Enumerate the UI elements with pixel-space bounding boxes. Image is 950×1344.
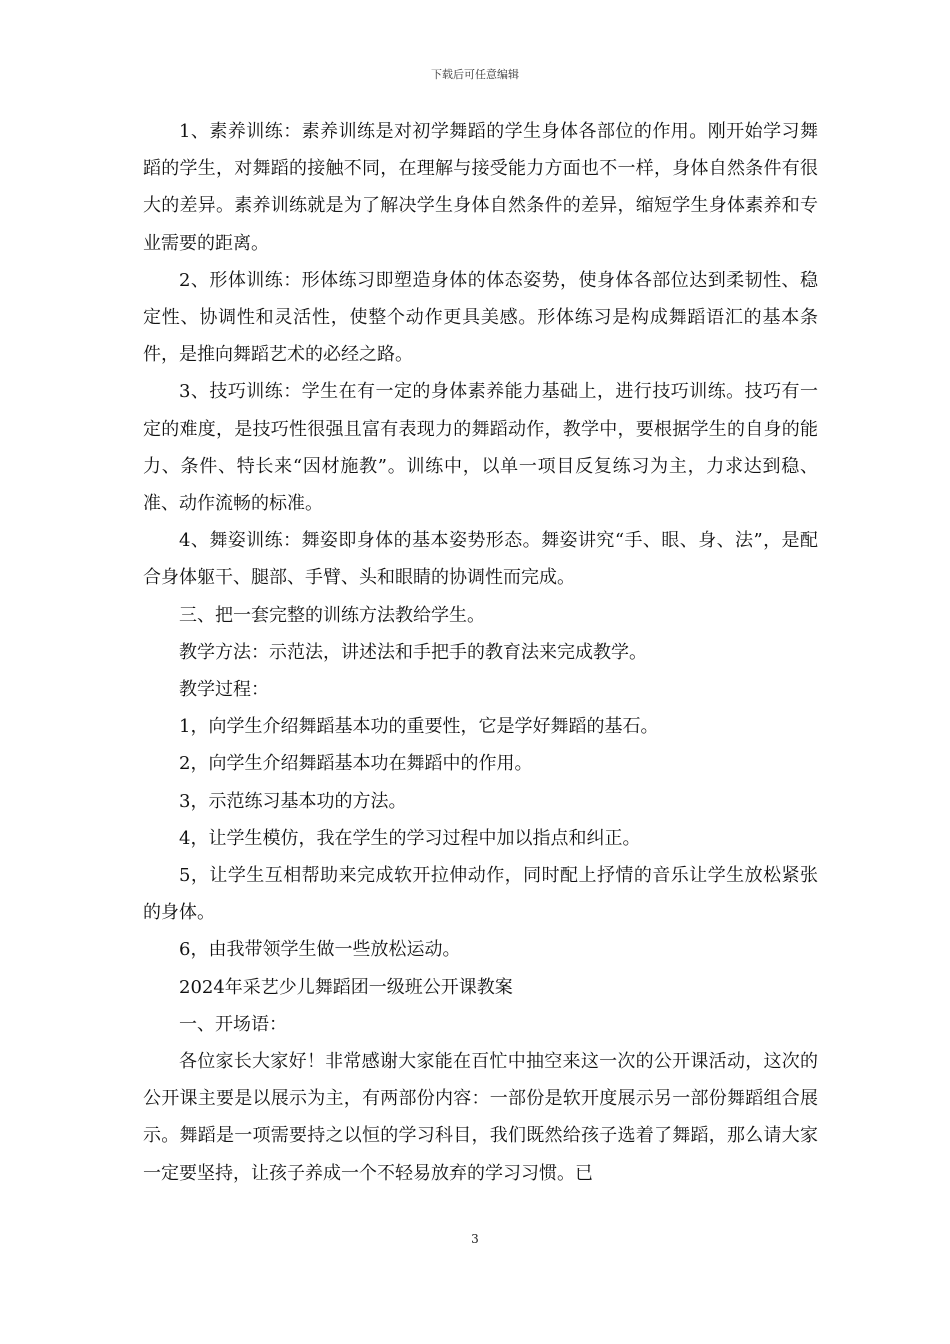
document-subtitle: 2024年采艺少儿舞蹈团一级班公开课教案 xyxy=(179,976,513,998)
paragraph-teaching-method: 教学方法：示范法，讲述法和手把手的教育法来完成教学。 xyxy=(179,641,647,663)
list-item: 6，由我带领学生做一些放松运动。 xyxy=(179,939,461,961)
document-body xyxy=(143,113,818,1192)
list-item: 4，让学生模仿，我在学生的学习过程中加以指点和纠正。 xyxy=(179,827,641,849)
paragraph-素养训练: 1、素养训练：素养训练是对初学舞蹈的学生身体各部位的作用。刚开始学习舞蹈的学生，对舞蹈的接触不同，在理解与接受能力方面也不一样，身体自然条件有很大的差异。素养训练就是为了解决学生身体自然条件的差异，缩短学生身体素养和专业需要的距离。 xyxy=(143,121,818,254)
paragraph-teaching-process-label: 教学过程： xyxy=(179,679,269,701)
page-number: 3 xyxy=(471,1232,479,1246)
paragraph-opening-remarks: 各位家长大家好！非常感谢大家能在百忙中抽空来这一次的公开课活动，这次的公开课主要是以展示为主，有两部份内容：一部份是软开度展示另一部份舞蹈组合展示。舞蹈是一项需要持之以恒的学习科目，我们既然给孩子选着了舞蹈，那么请大家一定要坚持，让孩子养成一个不轻易放弃的学习习惯。已 xyxy=(143,1051,818,1184)
list-item: 3，示范练习基本功的方法。 xyxy=(179,790,407,812)
section-heading-3: 三、把一套完整的训练方法教给学生。 xyxy=(179,604,485,626)
list-item: 2，向学生介绍舞蹈基本功在舞蹈中的作用。 xyxy=(179,753,533,775)
list-item: 5，让学生互相帮助来完成软开拉伸动作，同时配上抒情的音乐让学生放松紧张的身体。 xyxy=(143,865,818,924)
paragraph-形体训练: 2、形体训练：形体练习即塑造身体的体态姿势，使身体各部位达到柔韧性、稳定性、协调性和灵活性，使整个动作更具美感。形体练习是构成舞蹈语汇的基本条件，是推向舞蹈艺术的必经之路。 xyxy=(143,269,818,366)
paragraph-舞姿训练: 4、舞姿训练：舞姿即身体的基本姿势形态。舞姿讲究“手、眼、身、法”，是配合身体躯干、腿部、手臂、头和眼睛的协调性而完成。 xyxy=(143,530,818,589)
section-heading-1: 一、开场语： xyxy=(179,1013,287,1035)
header-note: 下载后可任意编辑 xyxy=(431,68,519,81)
paragraph-技巧训练: 3、技巧训练：学生在有一定的身体素养能力基础上，进行技巧训练。技巧有一定的难度，是技巧性很强且富有表现力的舞蹈动作，教学中，要根据学生的自身的能力、条件、特长来“因材施教”。训练中，以单一项目反复练习为主，力求达到稳、准、动作流畅的标准。 xyxy=(143,381,818,515)
list-item: 1，向学生介绍舞蹈基本功的重要性，它是学好舞蹈的基石。 xyxy=(179,716,659,738)
